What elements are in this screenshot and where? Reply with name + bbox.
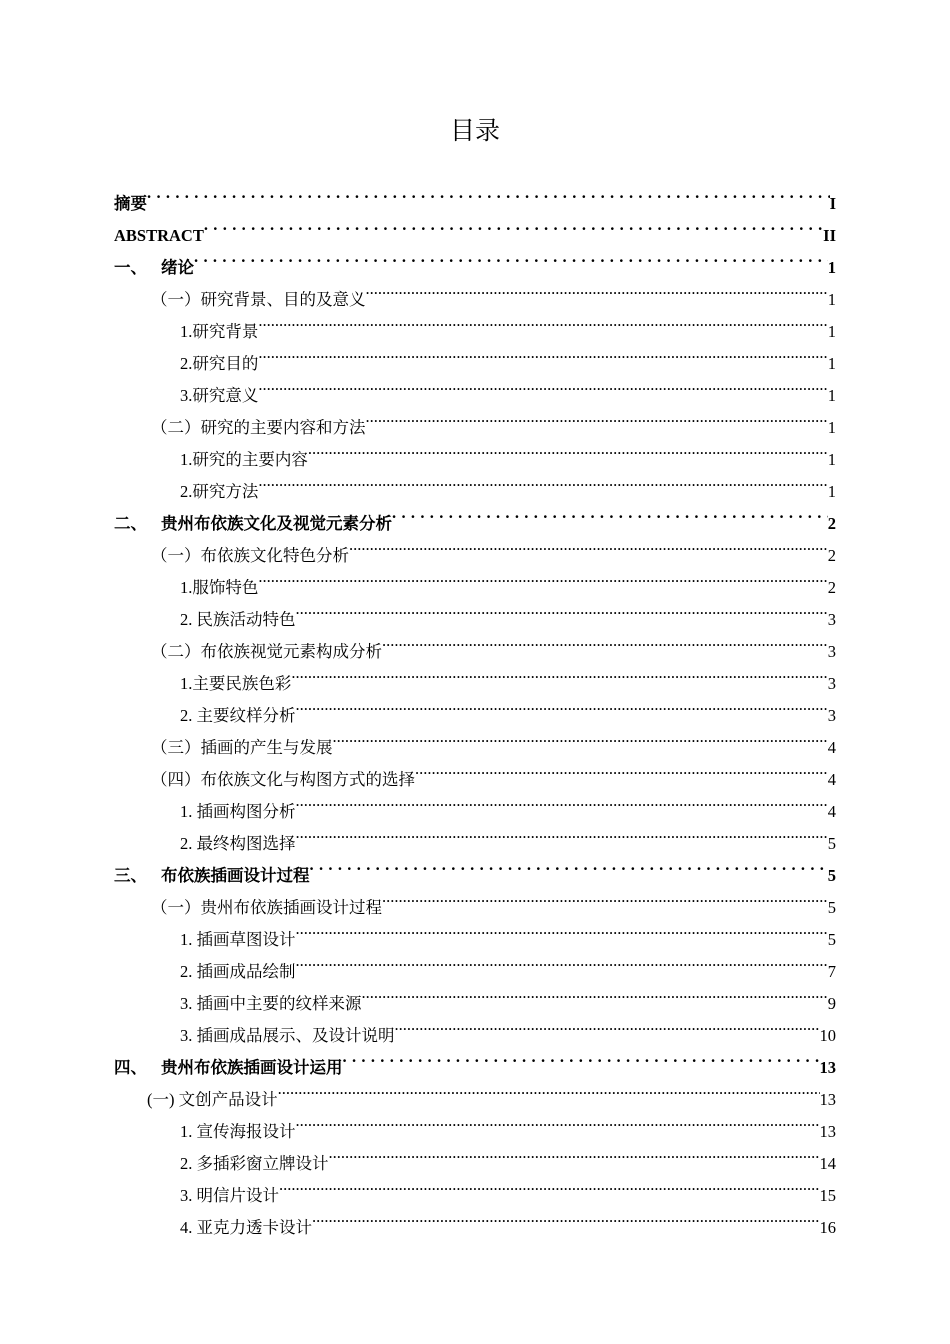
toc-entry-number: 二、	[114, 514, 147, 533]
toc-entry-label: 2. 插画成品绘制	[180, 962, 296, 981]
toc-entry-label: （二）布依族视觉元素构成分析	[151, 642, 382, 661]
toc-entry-label: 2. 最终构图选择	[180, 834, 296, 853]
page-title: 目录	[449, 116, 500, 145]
toc-entry-label: 2.研究方法	[180, 482, 259, 501]
toc-entry[interactable]	[114, 241, 836, 277]
dot-leader	[415, 753, 828, 785]
toc-entry-page-number: 1	[827, 386, 836, 405]
dot-leader	[333, 721, 828, 753]
toc-entry-page-number: 1	[827, 290, 836, 309]
toc-entry-number: 三、	[114, 866, 147, 885]
toc-entry-label: 1.服饰特色	[180, 578, 259, 597]
dot-leader	[395, 1009, 820, 1041]
toc-entry-label: 3. 明信片设计	[180, 1186, 279, 1205]
dot-leader	[362, 977, 828, 1009]
toc-entry-page-number: 4	[827, 738, 836, 757]
dot-leader	[349, 529, 828, 561]
dot-leader	[291, 657, 827, 689]
dot-leader	[258, 561, 827, 593]
dot-leader	[343, 1041, 820, 1073]
toc-entry-label: 1.研究的主要内容	[180, 450, 308, 469]
table-of-contents	[114, 177, 836, 1237]
dot-leader	[329, 1137, 820, 1169]
dot-leader	[366, 401, 828, 433]
dot-leader	[258, 465, 827, 497]
toc-entry-page-number: I	[829, 194, 836, 213]
toc-entry-page-number: 5	[827, 834, 836, 853]
toc-entry-page-number: 10	[819, 1026, 836, 1045]
dot-leader	[310, 849, 828, 881]
toc-entry-page-number: 4	[827, 802, 836, 821]
toc-entry-label: 1.主要民族色彩	[180, 674, 292, 693]
toc-entry-label: ABSTRACT	[114, 226, 204, 245]
toc-entry-label: 2. 多插彩窗立牌设计	[180, 1154, 329, 1173]
toc-entry[interactable]	[114, 273, 836, 309]
dot-leader	[279, 1169, 820, 1201]
dot-leader	[366, 273, 828, 305]
toc-entry-page-number: 3	[827, 642, 836, 661]
toc-entry-label: 3. 插画中主要的纹样来源	[180, 994, 362, 1013]
toc-entry-page-number: 5	[827, 898, 836, 917]
toc-entry-page-number: 14	[819, 1154, 836, 1173]
toc-entry-label: 2.研究目的	[180, 354, 259, 373]
dot-leader	[296, 785, 828, 817]
toc-entry-number: 四、	[114, 1058, 147, 1077]
toc-entry-page-number: 1	[827, 258, 836, 277]
dot-leader	[278, 1073, 820, 1105]
dot-leader	[147, 177, 830, 209]
dot-leader	[296, 913, 828, 945]
toc-entry-page-number: 2	[827, 546, 836, 565]
toc-entry-page-number: 2	[827, 578, 836, 597]
dot-leader	[204, 209, 823, 241]
dot-leader	[296, 689, 828, 721]
toc-entry-label: （一）贵州布依族插画设计过程	[151, 898, 382, 917]
toc-entry-page-number: 15	[819, 1186, 836, 1205]
toc-entry-page-number: 1	[827, 354, 836, 373]
toc-entry-number: 一、	[114, 258, 147, 277]
toc-entry-page-number: 16	[819, 1218, 836, 1237]
dot-leader	[258, 305, 827, 337]
toc-entry-label: 3. 插画成品展示、及设计说明	[180, 1026, 395, 1045]
toc-entry-label: 贵州布依族文化及视觉元素分析	[161, 514, 392, 533]
toc-entry-label: 1. 插画构图分析	[180, 802, 296, 821]
toc-entry-label: 2. 主要纹样分析	[180, 706, 296, 725]
toc-entry-page-number: 13	[819, 1058, 836, 1077]
toc-entry-page-number: 1	[827, 418, 836, 437]
toc-entry-page-number: 3	[827, 674, 836, 693]
toc-entry-label: 1.研究背景	[180, 322, 259, 341]
toc-entry-page-number: 13	[819, 1122, 836, 1141]
toc-entry[interactable]	[114, 177, 836, 213]
dot-leader	[382, 881, 828, 913]
toc-entry-label: 1. 插画草图设计	[180, 930, 296, 949]
dot-leader	[258, 369, 827, 401]
toc-entry-page-number: 4	[827, 770, 836, 789]
dot-leader	[296, 945, 828, 977]
toc-entry-page-number: 1	[827, 450, 836, 469]
toc-entry-page-number: 5	[827, 930, 836, 949]
toc-entry-label: 摘要	[114, 194, 147, 213]
toc-entry-label: 布依族插画设计过程	[161, 866, 310, 885]
toc-entry-page-number: 3	[827, 610, 836, 629]
toc-entry-page-number: 7	[827, 962, 836, 981]
toc-entry-page-number: 5	[827, 866, 836, 885]
dot-leader	[312, 1201, 820, 1233]
toc-entry-label: (一) 文创产品设计	[147, 1090, 278, 1109]
toc-entry-page-number: 2	[827, 514, 836, 533]
toc-entry-label: 4. 亚克力透卡设计	[180, 1218, 312, 1237]
toc-entry-label: 3.研究意义	[180, 386, 259, 405]
toc-entry-label: 贵州布依族插画设计运用	[161, 1058, 343, 1077]
toc-entry-page-number: II	[823, 226, 836, 245]
toc-entry-label: （一）研究背景、目的及意义	[151, 290, 366, 309]
dot-leader	[296, 1105, 820, 1137]
toc-entry[interactable]	[114, 209, 836, 245]
dot-leader	[194, 241, 828, 273]
dot-leader	[308, 433, 828, 465]
toc-entry-page-number: 1	[827, 322, 836, 341]
toc-entry-label: （二）研究的主要内容和方法	[151, 418, 366, 437]
toc-entry-page-number: 1	[827, 482, 836, 501]
dot-leader	[296, 593, 828, 625]
toc-entry-label: （一）布依族文化特色分析	[151, 546, 349, 565]
toc-entry-page-number: 13	[819, 1090, 836, 1109]
toc-entry-page-number: 3	[827, 706, 836, 725]
dot-leader	[296, 817, 828, 849]
toc-entry-page-number: 9	[827, 994, 836, 1013]
toc-entry-label: 绪论	[161, 258, 194, 277]
toc-entry-label: （四）布依族文化与构图方式的选择	[151, 770, 415, 789]
dot-leader	[258, 337, 827, 369]
dot-leader	[392, 497, 828, 529]
toc-entry-label: 2. 民族活动特色	[180, 610, 296, 629]
toc-entry-label: 1. 宣传海报设计	[180, 1122, 296, 1141]
dot-leader	[382, 625, 828, 657]
toc-entry-label: （三）插画的产生与发展	[151, 738, 333, 757]
